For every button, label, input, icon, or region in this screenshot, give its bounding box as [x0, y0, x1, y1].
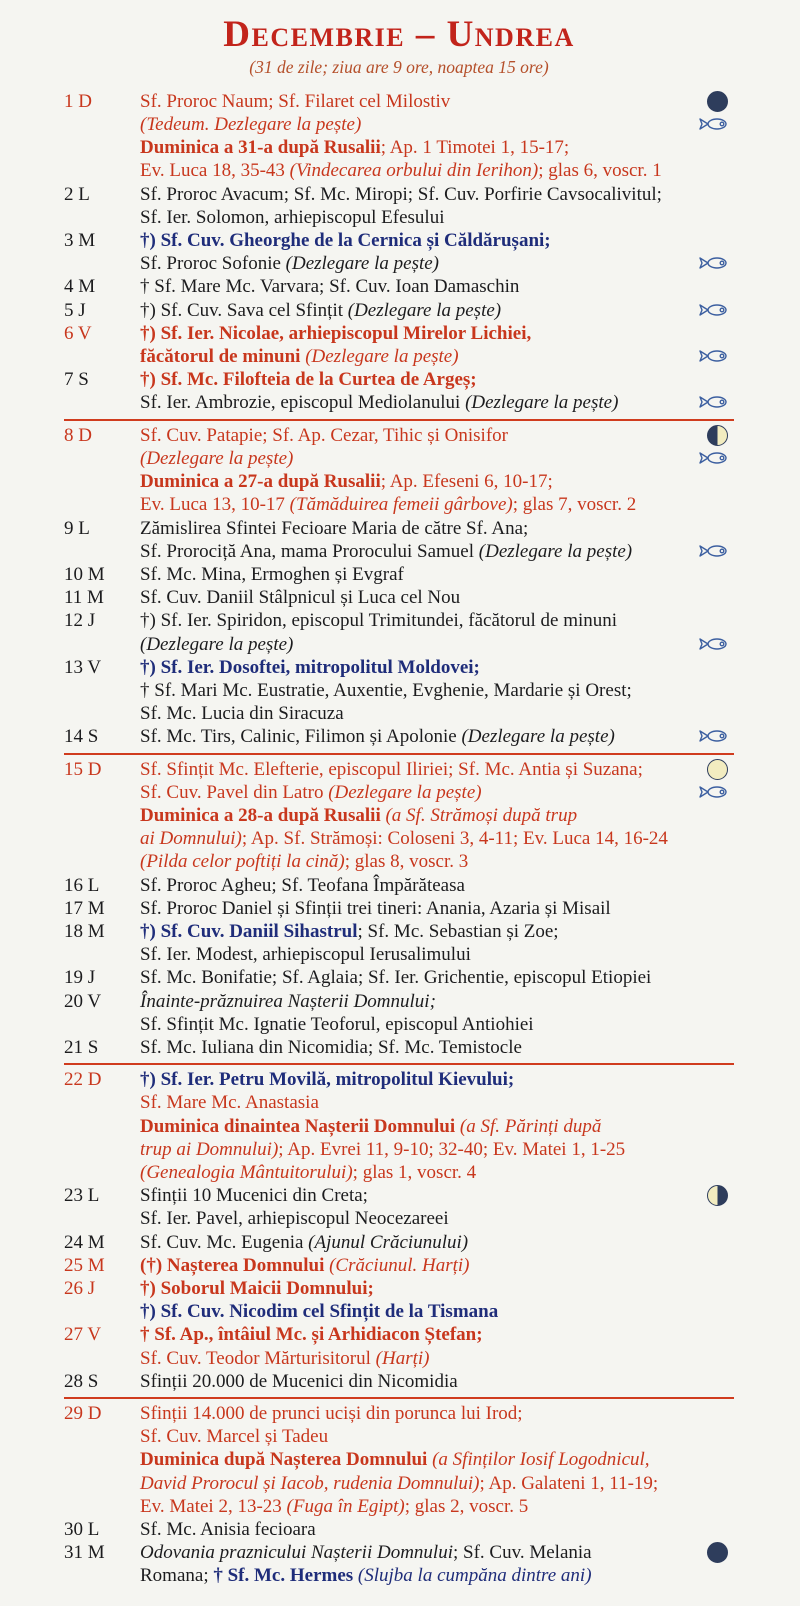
day-text: †) Sf. Cuv. Daniil Sihastrul: [140, 920, 358, 942]
day-text: ai Domnului): [140, 828, 242, 850]
day-row: [64, 275, 734, 298]
day-line: [140, 1013, 734, 1036]
day-text: †) Sf. Cuv. Gheorghe de la Cernica și Căldărușani;: [140, 230, 551, 252]
fish-icon: [698, 450, 732, 466]
day-number: 21 S: [64, 1036, 99, 1058]
day-content: [140, 1370, 734, 1393]
day-text: † Sf. Mc. Hermes: [213, 1565, 358, 1587]
day-text: ; Ap. Sf. Strămoși: Coloseni 3, 4-11; Ev. Luca 14, 16-24: [241, 828, 668, 850]
day-number: 10 M: [64, 563, 105, 585]
day-row: [64, 1518, 734, 1541]
day-content: [140, 563, 734, 586]
day-line: [140, 1068, 734, 1091]
day-line: [140, 1347, 734, 1370]
day-line: [140, 897, 734, 920]
day-text: (Dezlegare la pește): [478, 540, 633, 562]
day-text: Sf. Proroc Daniel și Sfinții trei tineri: Anania, Azaria și Misail: [140, 897, 611, 919]
day-text: Sf. Cuv. Daniil Stâlpnicul și Luca cel Nou: [140, 587, 461, 609]
day-text: Sf. Sfințit Mc. Elefterie, episcopul Iliriei; Sf. Mc. Antia și Suzana;: [140, 758, 643, 780]
day-row: [64, 90, 734, 183]
day-content: [140, 183, 734, 229]
day-line: [140, 1370, 734, 1393]
day-content: [140, 990, 734, 1036]
day-row: [64, 1036, 734, 1059]
moon-glyph: [707, 759, 728, 780]
fish-icon: [698, 348, 732, 364]
day-line: [140, 850, 734, 873]
day-row: [64, 1277, 734, 1323]
day-text: (Pilda celor poftiți la cină): [140, 851, 345, 873]
day-line: [140, 633, 734, 656]
day-row: [64, 1323, 734, 1369]
day-content: [140, 517, 734, 563]
day-line: [140, 517, 734, 540]
day-number: 1 D: [64, 90, 92, 112]
day-line: [140, 1518, 734, 1541]
day-number: 15 D: [64, 758, 102, 780]
day-line: [140, 609, 734, 632]
day-number: 24 M: [64, 1231, 105, 1253]
day-number: 31 M: [64, 1542, 105, 1564]
day-line: [140, 136, 734, 159]
day-line: [140, 368, 734, 391]
day-text: †) Soborul Maicii Domnului;: [140, 1278, 374, 1299]
day-row: [64, 897, 734, 920]
day-line: [140, 1184, 734, 1207]
day-text: Duminica după Nașterea Domnului: [140, 1449, 433, 1471]
day-text: Duminica a 27-a după Rusalii: [140, 471, 381, 493]
day-content: [140, 920, 734, 966]
day-row: [64, 586, 734, 609]
day-row: [64, 517, 734, 563]
day-text: (Dezlegare la pește): [285, 253, 440, 275]
day-number: 4 M: [64, 276, 96, 298]
day-number: 20 V: [64, 990, 102, 1012]
day-text: ; glas 7, voscr. 2: [512, 494, 637, 516]
day-content: [140, 1323, 734, 1369]
day-number: 16 L: [64, 874, 100, 896]
moon-glyph: [707, 425, 728, 446]
fish-icon: [698, 784, 732, 800]
day-line: [140, 1495, 734, 1518]
day-text: Sfinții 20.000 de Mucenici din Nicomidia: [140, 1370, 458, 1392]
day-line: [140, 920, 734, 943]
day-content: [140, 1541, 734, 1587]
day-row: [64, 1184, 734, 1230]
day-text: Sf. Proroc Naum; Sf. Filaret cel Milostiv: [140, 90, 451, 112]
day-text: Sfinții 14.000 de prunci uciși din porunca lui Irod;: [140, 1403, 523, 1425]
day-line: [140, 1207, 734, 1230]
day-text: †) Sf. Ier. Spiridon, episcopul Trimitundei, făcătorul de minuni: [140, 610, 618, 632]
day-row: [64, 920, 734, 966]
day-content: [140, 1231, 734, 1254]
day-number: 9 L: [64, 517, 90, 539]
day-line: [140, 702, 734, 725]
day-line: [140, 159, 734, 182]
day-line: [140, 1254, 734, 1277]
day-line: [140, 1323, 734, 1346]
fish-icon: [698, 728, 732, 744]
day-text: Sf. Ier. Pavel, arhiepiscopul Neocezareei: [140, 1208, 449, 1230]
day-number: 18 M: [64, 920, 105, 942]
day-text: Sf. Ier. Solomon, arhiepiscopul Efesului: [140, 206, 445, 228]
day-text: ; glas 2, voscr. 5: [404, 1495, 529, 1517]
day-line: [140, 656, 734, 679]
day-text: Sf. Cuv. Pavel din Latro: [140, 781, 329, 803]
day-number: 25 M: [64, 1254, 105, 1276]
day-content: [140, 874, 734, 897]
day-line: [140, 827, 734, 850]
day-line: [140, 90, 734, 113]
day-text: Sf. Proroc Avacum; Sf. Mc. Miropi; Sf. Cuv. Porfirie Cavsocalivitul;: [140, 183, 662, 205]
day-text: Ev. Matei 2, 13-23: [140, 1495, 287, 1517]
day-text: (Vindecarea orbului din Ierihon): [289, 160, 539, 182]
day-content: [140, 1036, 734, 1059]
day-content: [140, 725, 734, 748]
day-number: 12 J: [64, 610, 96, 632]
day-line: [140, 1036, 734, 1059]
fish-icon: [698, 394, 732, 410]
moon-phase-icon-first: [707, 425, 728, 446]
day-line: [140, 345, 734, 368]
day-line: [140, 943, 734, 966]
day-text: Sf. Mc. Tirs, Calinic, Filimon și Apolonie: [140, 726, 462, 748]
day-line: [140, 1091, 734, 1114]
day-text: Sf. Mc. Lucia din Siracuza: [140, 703, 344, 725]
day-text: (Dezlegare la pește): [140, 447, 294, 469]
day-number: 8 D: [64, 424, 92, 446]
day-number: 26 J: [64, 1278, 96, 1299]
day-row: [64, 419, 734, 517]
day-line: [140, 758, 734, 781]
day-line: [140, 1472, 734, 1495]
day-row: [64, 1231, 734, 1254]
day-text: Sf. Ier. Modest, arhiepiscopul Ierusalimului: [140, 944, 471, 966]
day-line: [140, 1402, 734, 1425]
day-content: [140, 1068, 734, 1184]
day-content: [140, 368, 734, 414]
day-number: 17 M: [64, 897, 105, 919]
day-content: [140, 656, 734, 726]
day-text: (Genealogia Mântuitorului): [140, 1161, 353, 1183]
day-line: [140, 586, 734, 609]
day-text: Duminica dinaintea Nașterii Domnului: [140, 1115, 460, 1137]
day-content: [140, 229, 734, 275]
day-line: [140, 447, 734, 470]
day-content: [140, 609, 734, 655]
day-text: ; Ap. Efeseni 6, 10-17;: [380, 471, 553, 493]
day-text: Ev. Luca 18, 35-43: [140, 160, 290, 182]
day-text: (a Sf. Strămoși după trup: [385, 804, 578, 826]
day-text: Sf. Sfințit Mc. Ignatie Teoforul, episcopul Antiohiei: [140, 1013, 534, 1035]
day-text: (a Sf. Părinți după: [459, 1115, 602, 1137]
day-row: [64, 990, 734, 1036]
day-row: [64, 874, 734, 897]
day-text: (Tămăduirea femeii gârbove): [289, 494, 513, 516]
day-line: [140, 183, 734, 206]
day-row: [64, 656, 734, 726]
day-number: 7 S: [64, 369, 89, 391]
day-row: [64, 1397, 734, 1518]
day-text: ; Sf. Cuv. Melania: [452, 1542, 592, 1564]
day-content: [140, 90, 734, 183]
calendar-days: [64, 90, 734, 1588]
day-line: [140, 1564, 734, 1587]
day-line: [140, 229, 734, 252]
day-line: [140, 252, 734, 275]
day-row: [64, 322, 734, 368]
day-text: (Ajunul Crăciunului): [308, 1231, 469, 1253]
day-text: (Dezlegare la pește): [328, 781, 482, 803]
day-text: (Dezlegare la pește): [305, 346, 459, 368]
page-subtitle: (31 de zile; ziua are 9 ore, noaptea 15 ore): [249, 56, 549, 77]
day-line: [140, 113, 734, 136]
day-line: [140, 391, 734, 414]
day-text: Duminica a 28-a după Rusalii: [140, 804, 386, 826]
day-line: [140, 679, 734, 702]
day-text: (Dezlegare la pește): [465, 392, 619, 414]
day-line: [140, 322, 734, 345]
day-text: (Dezlegare la pește): [461, 726, 615, 748]
day-text: (Harți): [375, 1347, 430, 1369]
day-row: [64, 229, 734, 275]
day-content: [140, 897, 734, 920]
day-text: Sf. Mc. Bonifatie; Sf. Aglaia; Sf. Ier. Grichentie, episcopul Etiopiei: [140, 967, 652, 989]
fish-icon: [698, 255, 732, 271]
day-row: [64, 725, 734, 748]
day-content: [140, 1277, 734, 1323]
day-text: Înainte-prăznuirea Nașterii Domnului;: [140, 990, 436, 1012]
day-number: 6 V: [64, 322, 92, 344]
day-line: [140, 781, 734, 804]
day-text: Sf. Mc. Mina, Ermoghen și Evgraf: [140, 563, 404, 585]
day-row: [64, 966, 734, 989]
day-text: Ev. Luca 13, 10-17: [140, 494, 290, 516]
fish-icon: [698, 636, 732, 652]
day-content: [140, 424, 734, 517]
day-text: făcătorul de minuni: [140, 346, 306, 368]
day-number: 19 J: [64, 967, 96, 989]
moon-glyph: [707, 1185, 728, 1206]
day-text: Sf. Proroc Sofonie: [140, 253, 286, 275]
day-line: [140, 1541, 734, 1564]
day-line: [140, 725, 734, 748]
day-number: 23 L: [64, 1185, 100, 1207]
fish-icon: [698, 116, 732, 132]
day-text: (Crăciunul. Harți): [329, 1254, 470, 1276]
day-line: [140, 1115, 734, 1138]
day-number: 13 V: [64, 656, 102, 678]
day-line: [140, 1448, 734, 1471]
day-content: [140, 299, 734, 322]
day-text: Sf. Mare Mc. Anastasia: [140, 1092, 319, 1114]
day-content: [140, 1402, 734, 1518]
day-line: [140, 1138, 734, 1161]
day-text: †) Sf. Ier. Nicolae, arhiepiscopul Mirelor Lichiei,: [140, 322, 532, 344]
day-text: Sf. Mc. Anisia fecioara: [140, 1519, 316, 1541]
calendar-header: [64, 16, 734, 78]
day-text: (Dezlegare la pește): [140, 633, 294, 655]
day-text: ; Sf. Mc. Sebastian și Zoe;: [357, 920, 559, 942]
day-row: [64, 368, 734, 414]
day-text: †) Sf. Cuv. Sava cel Sfințit: [140, 299, 348, 321]
day-number: 3 M: [64, 230, 96, 252]
day-text: Sf. Cuv. Patapie; Sf. Ap. Cezar, Tihic și Onisifor: [140, 424, 508, 446]
day-text: Sf. Cuv. Teodor Mărturisitorul: [140, 1347, 376, 1369]
day-line: [140, 540, 734, 563]
day-content: [140, 758, 734, 874]
day-text: Sf. Proroc Agheu; Sf. Teofana Împărăteasa: [140, 874, 465, 896]
day-row: [64, 1370, 734, 1393]
fish-icon: [698, 543, 732, 559]
day-number: 14 S: [64, 726, 99, 748]
day-text: David Prorocul și Iacob, rudenia Domnului): [140, 1472, 480, 1494]
day-line: [140, 1277, 734, 1300]
day-number: 30 L: [64, 1519, 100, 1541]
day-text: trup ai Domnului): [140, 1138, 279, 1160]
day-number: 27 V: [64, 1324, 102, 1346]
day-text: ; Ap. Galateni 1, 11-19;: [479, 1472, 659, 1494]
moon-glyph: [707, 1542, 728, 1563]
day-text: Sf. Mc. Iuliana din Nicomidia; Sf. Mc. Temistocle: [140, 1036, 522, 1058]
day-line: [140, 1300, 734, 1323]
day-line: [140, 493, 734, 516]
day-number: 28 S: [64, 1370, 99, 1392]
day-line: [140, 424, 734, 447]
day-line: [140, 1231, 734, 1254]
moon-glyph: [707, 91, 728, 112]
day-text: ; glas 8, voscr. 3: [344, 851, 469, 873]
day-text: (Dezlegare la pește): [347, 299, 502, 321]
day-content: [140, 1184, 734, 1230]
day-text: †) Sf. Mc. Filofteia de la Curtea de Argeș;: [140, 369, 477, 391]
day-text: ; Ap. 1 Timotei 1, 15-17;: [380, 137, 570, 159]
day-row: [64, 1063, 734, 1184]
day-line: [140, 299, 734, 322]
moon-phase-icon-last: [707, 1185, 728, 1206]
day-content: [140, 1518, 734, 1541]
day-text: Sf. Ier. Ambrozie, episcopul Mediolanului: [140, 392, 466, 414]
day-number: 29 D: [64, 1403, 102, 1425]
day-text: (†) Nașterea Domnului: [140, 1254, 330, 1276]
day-line: [140, 563, 734, 586]
day-content: [140, 275, 734, 298]
day-text: † Sf. Ap., întâiul Mc. și Arhidiacon Ștefan;: [140, 1324, 483, 1346]
moon-phase-icon-new: [707, 1542, 728, 1563]
day-number: 22 D: [64, 1069, 102, 1091]
moon-phase-icon-new: [707, 91, 728, 112]
day-text: † Sf. Mare Mc. Varvara; Sf. Cuv. Ioan Damaschin: [140, 276, 520, 298]
day-text: Zămislirea Sfintei Fecioare Maria de către Sf. Ana;: [140, 517, 529, 539]
day-row: [64, 1254, 734, 1277]
day-text: Duminica a 31-a după Rusalii: [140, 137, 381, 159]
day-text: Sf. Cuv. Marcel și Tadeu: [140, 1426, 329, 1448]
day-row: [64, 563, 734, 586]
moon-phase-icon-full: [707, 759, 728, 780]
day-text: (Tedeum. Dezlegare la pește): [140, 114, 362, 136]
day-text: (a Sfinților Iosif Logodnicul,: [432, 1449, 650, 1471]
day-text: † Sf. Mari Mc. Eustratie, Auxentie, Evghenie, Mardarie și Orest;: [140, 679, 632, 701]
day-row: [64, 1541, 734, 1587]
fish-icon: [698, 302, 732, 318]
day-text: (Fuga în Egipt): [286, 1495, 405, 1517]
day-content: [140, 1254, 734, 1277]
day-number: 2 L: [64, 183, 90, 205]
day-text: Romana;: [140, 1565, 214, 1587]
day-text: Odovania praznicului Nașterii Domnului: [140, 1542, 453, 1564]
day-number: 11 M: [64, 587, 104, 609]
day-line: [140, 804, 734, 827]
day-line: [140, 874, 734, 897]
day-text: ; Ap. Evrei 11, 9-10; 32-40; Ev. Matei 1, 1-25: [278, 1138, 626, 1160]
day-text: ; glas 6, voscr. 1: [538, 160, 662, 182]
day-text: Sf. Cuv. Mc. Eugenia: [140, 1231, 309, 1253]
day-text: †) Sf. Ier. Petru Movilă, mitropolitul Kievului;: [140, 1069, 515, 1091]
day-text: ; glas 1, voscr. 4: [352, 1161, 477, 1183]
day-line: [140, 275, 734, 298]
day-row: [64, 299, 734, 322]
day-line: [140, 1425, 734, 1448]
day-text: Sfinții 10 Mucenici din Creta;: [140, 1185, 368, 1207]
day-content: [140, 586, 734, 609]
day-text: †) Sf. Ier. Dosoftei, mitropolitul Moldovei;: [140, 656, 480, 678]
day-text: †) Sf. Cuv. Nicodim cel Sfințit de la Tismana: [140, 1301, 499, 1323]
day-line: [140, 990, 734, 1013]
day-row: [64, 183, 734, 229]
day-content: [140, 966, 734, 989]
day-line: [140, 206, 734, 229]
day-row: [64, 753, 734, 874]
day-number: 5 J: [64, 299, 86, 321]
day-text: (Slujba la cumpăna dintre ani): [357, 1565, 592, 1587]
day-line: [140, 966, 734, 989]
page-title: Decembrie – Undrea: [223, 14, 575, 55]
day-content: [140, 322, 734, 368]
day-row: [64, 609, 734, 655]
day-line: [140, 1161, 734, 1184]
day-text: Sf. Prorociță Ana, mama Prorocului Samuel: [140, 540, 479, 562]
day-line: [140, 470, 734, 493]
